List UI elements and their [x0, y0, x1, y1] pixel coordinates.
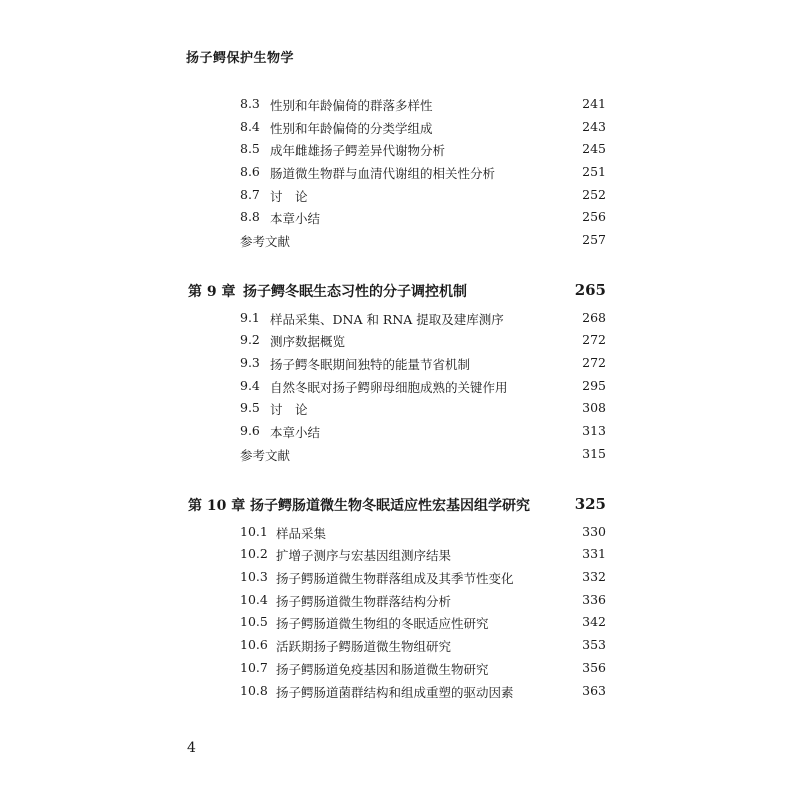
section-title: 扬子鳄肠道菌群结构和组成重塑的驱动因素: [276, 685, 514, 700]
page-ref: 353: [582, 637, 606, 652]
page-number: 4: [187, 740, 196, 756]
toc-entry[interactable]: [0, 592, 800, 614]
page-ref: 272: [582, 355, 606, 370]
toc-entry[interactable]: [0, 423, 800, 445]
toc-entry[interactable]: [0, 96, 800, 118]
section-number: 9.4: [240, 378, 260, 393]
section-title: 扬子鳄冬眠期间独特的能量节省机制: [270, 357, 471, 372]
toc-entry[interactable]: [0, 660, 800, 682]
section-title: 性别和年龄偏倚的群落多样性: [270, 98, 433, 113]
page-ref: 257: [582, 232, 606, 247]
toc-entry[interactable]: [0, 332, 800, 354]
page-ref: 336: [582, 592, 606, 607]
page-ref: 245: [582, 141, 606, 156]
section-number: 9.5: [240, 400, 260, 415]
section-title: 本章小结: [270, 211, 321, 226]
section-title: 扬子鳄肠道微生物群落结构分析: [276, 594, 452, 609]
page-ref: 295: [582, 378, 606, 393]
page-ref: 342: [582, 614, 606, 629]
toc-entry[interactable]: [0, 524, 800, 546]
section-number: 8.4: [240, 119, 260, 134]
section-number: 8.3: [240, 96, 260, 111]
page-ref: 252: [582, 187, 606, 202]
section-number: 8.7: [240, 187, 260, 202]
section-title: 扩增子测序与宏基因组测序结果: [276, 548, 452, 563]
chapter-number: 第 9 章: [188, 284, 236, 300]
toc-entry[interactable]: [0, 355, 800, 377]
toc-entry[interactable]: [0, 209, 800, 231]
toc-entry[interactable]: [0, 683, 800, 705]
section-number: 8.5: [240, 141, 260, 156]
section-number: 8.6: [240, 164, 260, 179]
section-number: 9.1: [240, 310, 260, 325]
toc-entry[interactable]: [0, 378, 800, 400]
section-title: 讨 论: [270, 402, 308, 417]
page-ref: 308: [582, 400, 606, 415]
chapter-title: 扬子鳄肠道微生物冬眠适应性宏基因组学研究: [250, 498, 530, 514]
section-number: 10.1: [240, 524, 268, 539]
page-ref: 363: [582, 683, 606, 698]
toc-entry[interactable]: [0, 164, 800, 186]
section-number: 9.3: [240, 355, 260, 370]
toc-entry-references[interactable]: [0, 232, 800, 254]
chapter-page-ref: 325: [574, 495, 606, 513]
page-ref: 272: [582, 332, 606, 347]
page-ref: 243: [582, 119, 606, 134]
page-ref: 251: [582, 164, 606, 179]
page-ref: 268: [582, 310, 606, 325]
section-title: 参考文献: [240, 234, 291, 249]
page-ref: 315: [582, 446, 606, 461]
section-number: 9.6: [240, 423, 260, 438]
section-title: 样品采集: [276, 526, 327, 541]
toc-entry[interactable]: [0, 637, 800, 659]
chapter-heading-9[interactable]: [0, 281, 800, 305]
toc-entry[interactable]: [0, 614, 800, 636]
section-title: 性别和年龄偏倚的分类学组成: [270, 121, 433, 136]
chapter-number: 第 10 章: [188, 498, 246, 514]
page-ref: 330: [582, 524, 606, 539]
section-number: 10.6: [240, 637, 268, 652]
toc-entry[interactable]: [0, 119, 800, 141]
page-ref: 313: [582, 423, 606, 438]
section-title: 参考文献: [240, 448, 291, 463]
running-header: 扬子鳄保护生物学: [186, 51, 295, 66]
page-ref: 241: [582, 96, 606, 111]
page-ref: 332: [582, 569, 606, 584]
section-number: 10.2: [240, 546, 268, 561]
section-number: 8.8: [240, 209, 260, 224]
toc-entry[interactable]: [0, 546, 800, 568]
section-number: 10.3: [240, 569, 268, 584]
section-number: 10.5: [240, 614, 268, 629]
section-title: 自然冬眠对扬子鳄卵母细胞成熟的关键作用: [270, 380, 508, 395]
section-number: 10.4: [240, 592, 268, 607]
section-title: 扬子鳄肠道微生物群落组成及其季节性变化: [276, 571, 514, 586]
toc-entry[interactable]: [0, 569, 800, 591]
section-number: 10.7: [240, 660, 268, 675]
toc-entry[interactable]: [0, 187, 800, 209]
section-number: 10.8: [240, 683, 268, 698]
page-ref: 331: [582, 546, 606, 561]
toc-entry[interactable]: [0, 141, 800, 163]
toc-entry[interactable]: [0, 400, 800, 422]
toc-entry[interactable]: [0, 310, 800, 332]
section-title: 肠道微生物群与血清代谢组的相关性分析: [270, 166, 496, 181]
section-title: 扬子鳄肠道微生物组的冬眠适应性研究: [276, 616, 489, 631]
section-title: 成年雌雄扬子鳄差异代谢物分析: [270, 143, 446, 158]
chapter-heading-10[interactable]: [0, 495, 800, 519]
section-title: 扬子鳄肠道免疫基因和肠道微生物研究: [276, 662, 489, 677]
page-ref: 356: [582, 660, 606, 675]
section-title: 讨 论: [270, 189, 308, 204]
section-title: 样品采集、DNA 和 RNA 提取及建库测序: [270, 312, 504, 327]
toc-entry-references[interactable]: [0, 446, 800, 468]
section-title: 活跃期扬子鳄肠道微生物组研究: [276, 639, 452, 654]
section-title: 本章小结: [270, 425, 321, 440]
chapter-title: 扬子鳄冬眠生态习性的分子调控机制: [243, 284, 467, 300]
page-ref: 256: [582, 209, 606, 224]
chapter-page-ref: 265: [574, 281, 606, 299]
section-number: 9.2: [240, 332, 260, 347]
section-title: 测序数据概览: [270, 334, 346, 349]
